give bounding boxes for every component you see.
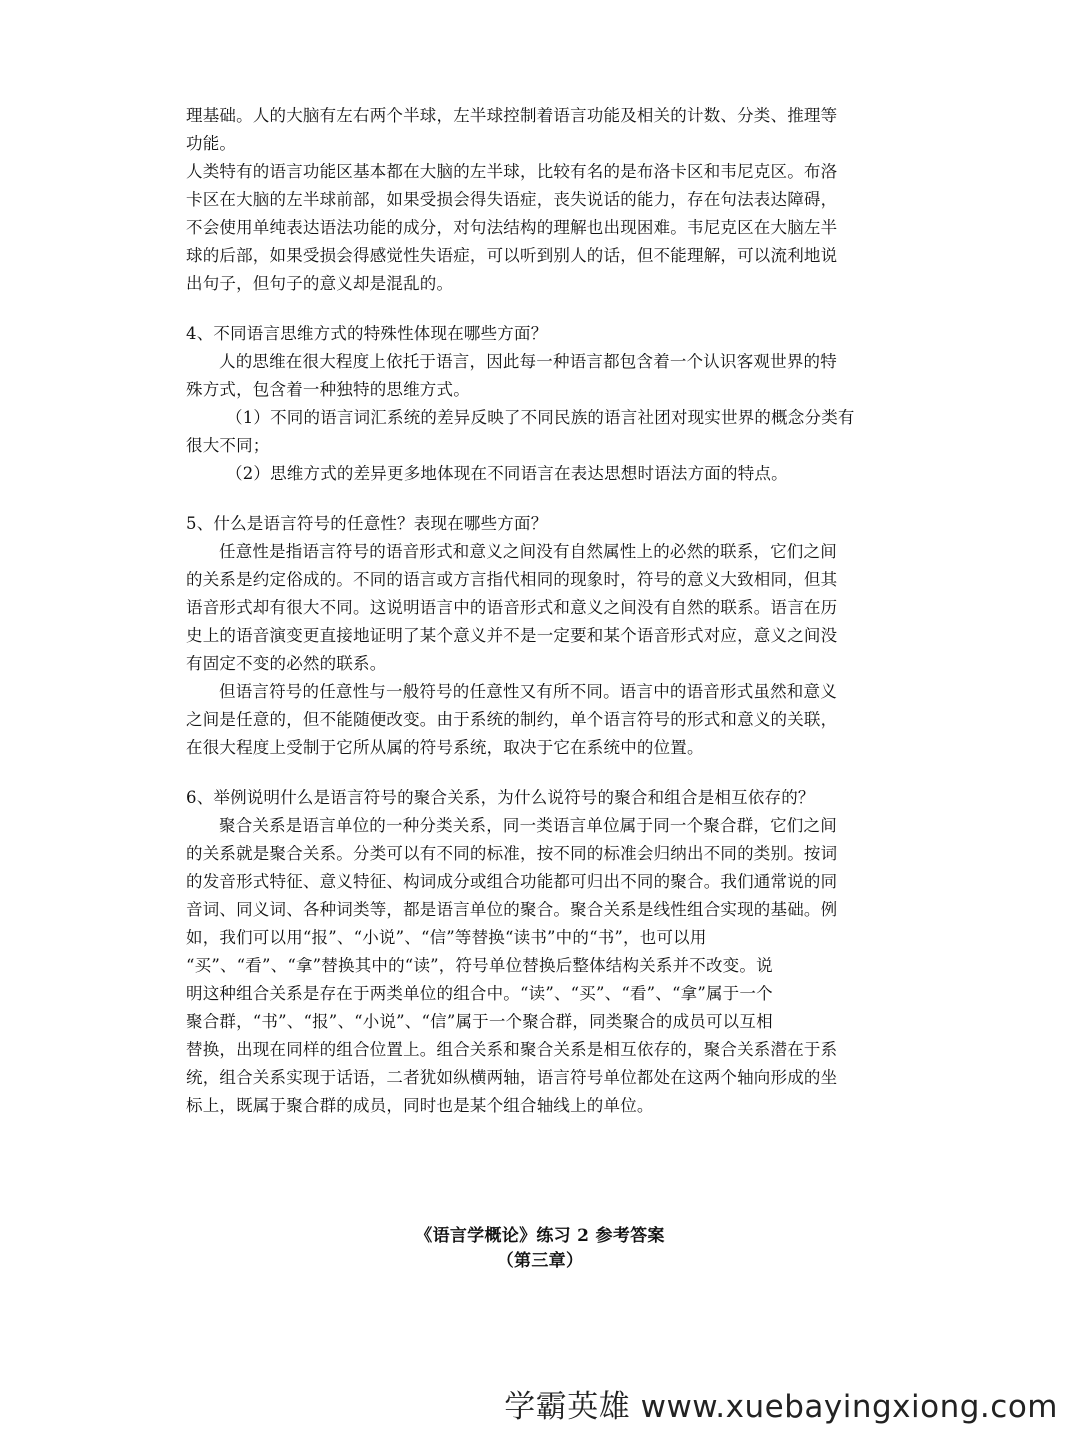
text-line: 音词、同义词、各种词类等，都是语言单位的聚合。聚合关系是线性组合实现的基础。例 <box>186 900 838 919</box>
text-line: （1）不同的语言词汇系统的差异反映了不同民族的语言社团对现实世界的概念分类有 <box>226 408 855 427</box>
text-line: 统，组合关系实现于话语，二者犹如纵横两轴，语言符号单位都处在这两个轴向形成的坐 <box>186 1068 838 1087</box>
text-line: 球的后部，如果受损会得感觉性失语症，可以听到别人的话，但不能理解，可以流利地说 <box>186 246 838 265</box>
text-line: 不会使用单纯表达语法功能的成分，对句法结构的理解也出现困难。韦尼克区在大脑左半 <box>186 218 838 237</box>
question-5-section <box>186 510 892 762</box>
text-line: 有固定不变的必然的联系。 <box>186 654 387 673</box>
question-6-heading: 6、举例说明什么是语言符号的聚合关系，为什么说符号的聚合和组合是相互依存的？ <box>186 788 815 807</box>
text-line: 但语言符号的任意性与一般符号的任意性又有所不同。语言中的语音形式虽然和意义 <box>219 682 837 701</box>
text-line: 功能。 <box>186 134 237 153</box>
text-line: 如，我们可以用“报”、“小说”、“信”等替换“读书”中的“书”，也可以用 <box>186 928 707 947</box>
text-line: 卡区在大脑的左半球前部，如果受损会得失语症，丧失说话的能力，存在句法表达障碍， <box>186 190 838 209</box>
section-subtitle: （第三章） <box>496 1251 584 1271</box>
text-line: 标上，既属于聚合群的成员，同时也是某个组合轴线上的单位。 <box>186 1096 654 1115</box>
text-line: 明这种组合关系是存在于两类单位的组合中。“读”、“买”、“看”、“拿”属于一个 <box>186 984 773 1003</box>
text-line: 聚合群，“书”、“报”、“小说”、“信”属于一个聚合群，同类聚合的成员可以互相 <box>186 1012 773 1031</box>
document-body <box>186 102 892 1120</box>
paragraph-brain-function <box>186 102 892 298</box>
text-line: 史上的语音演变更直接地证明了某个意义并不是一定要和某个语音形式对应，意义之间没 <box>186 626 838 645</box>
question-5-heading: 5、什么是语言符号的任意性？表现在哪些方面？ <box>186 514 548 533</box>
text-line: 的关系是约定俗成的。不同的语言或方言指代相同的现象时，符号的意义大致相同，但其 <box>186 570 838 589</box>
text-line: 的关系就是聚合关系。分类可以有不同的标准，按不同的标准会归纳出不同的类别。按词 <box>186 844 838 863</box>
text-line: 替换，出现在同样的组合位置上。组合关系和聚合关系是相互依存的，聚合关系潜在于系 <box>186 1040 838 1059</box>
text-line: 出句子，但句子的意义却是混乱的。 <box>186 274 454 293</box>
text-line: 的发音形式特征、意义特征、构词成分或组合功能都可归出不同的聚合。我们通常说的同 <box>186 872 838 891</box>
text-line: 聚合关系是语言单位的一种分类关系，同一类语言单位属于同一个聚合群，它们之间 <box>219 816 837 835</box>
site-watermark: 学霸英雄 www.xuebayingxiong.com <box>504 1389 1058 1425</box>
text-line: 理基础。人的大脑有左右两个半球，左半球控制着语言功能及相关的计数、分类、推理等 <box>186 106 838 125</box>
text-line: 任意性是指语言符号的语音形式和意义之间没有自然属性上的必然的联系，它们之间 <box>219 542 837 561</box>
text-line: 人的思维在很大程度上依托于语言，因此每一种语言都包含着一个认识客观世界的特 <box>219 352 837 371</box>
text-line: “买”、“看”、“拿”替换其中的“读”，符号单位替换后整体结构关系并不改变。说 <box>186 956 773 975</box>
section-title: 《语言学概论》练习 2 参考答案 <box>415 1226 665 1246</box>
question-4-section <box>186 320 892 488</box>
text-line: 很大不同； <box>186 436 270 455</box>
question-4-heading: 4、不同语言思维方式的特殊性体现在哪些方面？ <box>186 324 548 343</box>
text-line: （2）思维方式的差异更多地体现在不同语言在表达思想时语法方面的特点。 <box>226 464 788 483</box>
text-line: 殊方式，包含着一种独特的思维方式。 <box>186 380 470 399</box>
next-section-title-block <box>0 1224 1080 1274</box>
text-line: 人类特有的语言功能区基本都在大脑的左半球，比较有名的是布洛卡区和韦尼克区。布洛 <box>186 162 838 181</box>
question-6-section <box>186 784 892 1120</box>
text-line: 在很大程度上受制于它所从属的符号系统，取决于它在系统中的位置。 <box>186 738 704 757</box>
text-line: 语音形式却有很大不同。这说明语言中的语音形式和意义之间没有自然的联系。语言在历 <box>186 598 838 617</box>
text-line: 之间是任意的，但不能随便改变。由于系统的制约，单个语言符号的形式和意义的关联， <box>186 710 838 729</box>
